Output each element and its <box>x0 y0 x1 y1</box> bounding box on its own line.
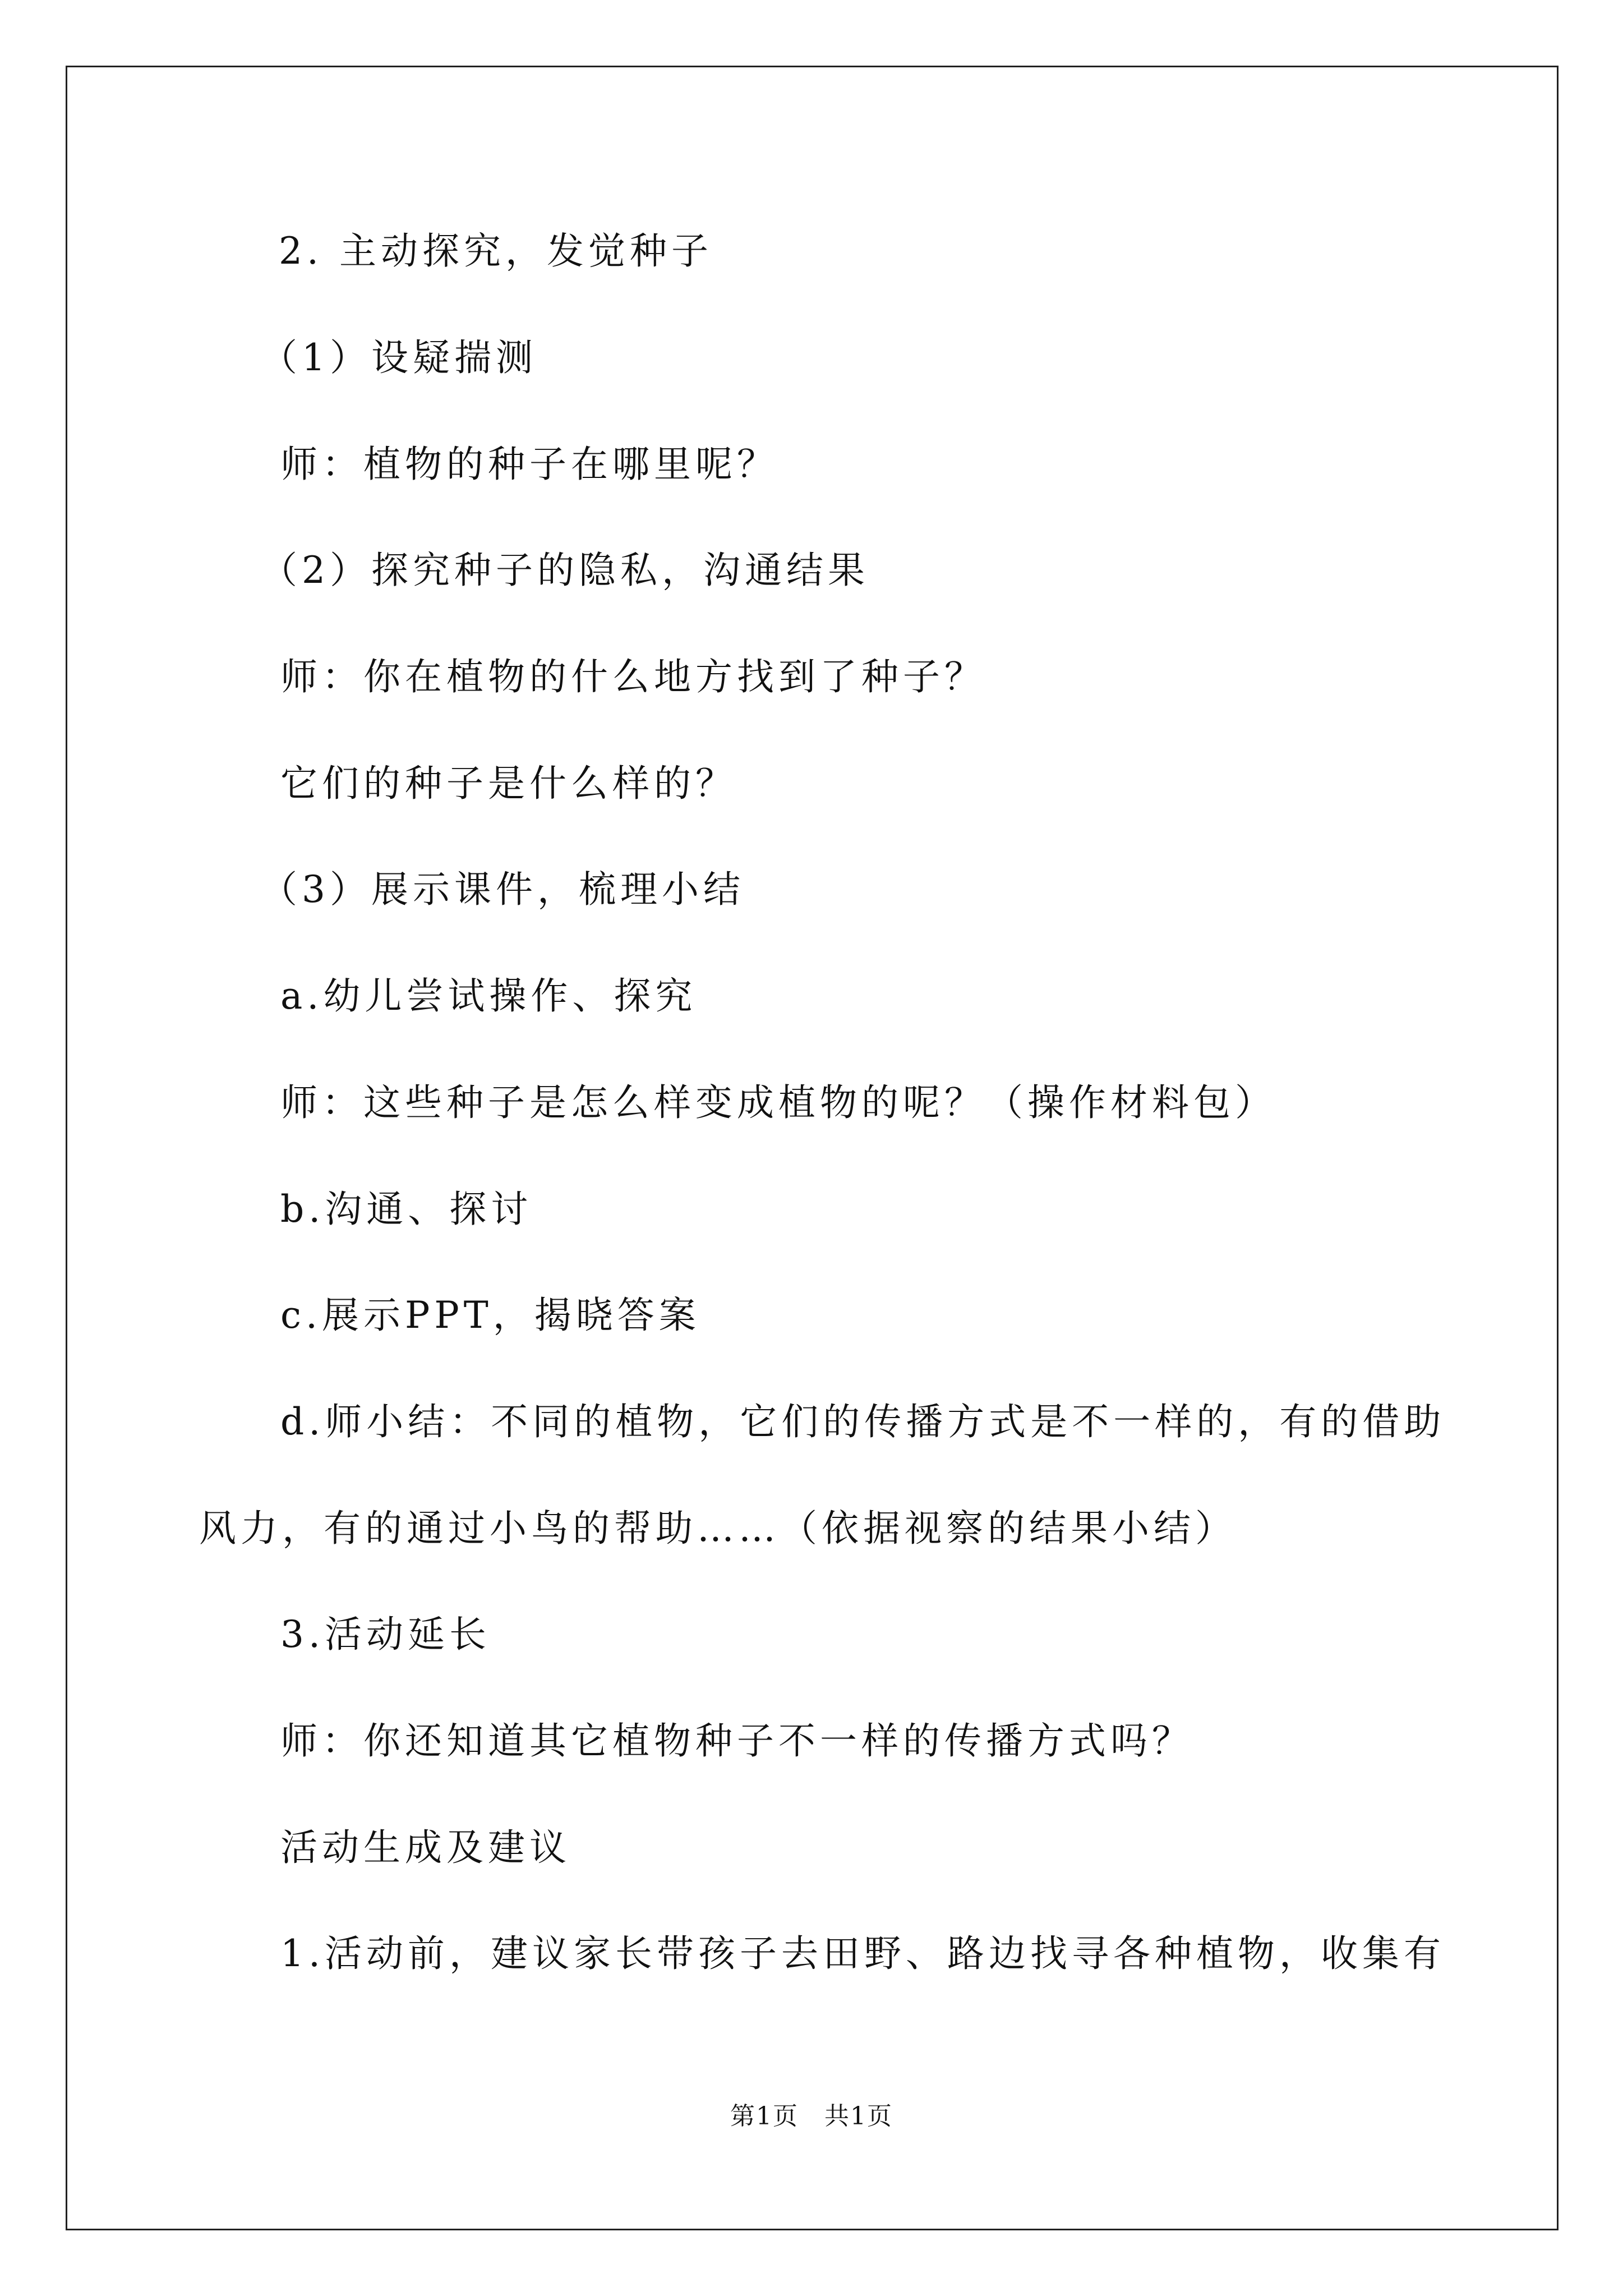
suggestion-item-1: 1.活动前，建议家长带孩子去田野、路边找寻各种植物，收集有 <box>280 1932 1445 1975</box>
teacher-question-line: 师：你还知道其它植物种子不一样的传播方式吗？ <box>280 1719 1193 1763</box>
page-border <box>66 66 1559 2230</box>
list-item-a: a.幼儿尝试操作、探究 <box>280 974 697 1018</box>
step-heading-courseware: （3）展示课件，梳理小结 <box>260 868 745 911</box>
teacher-question-line: 师：植物的种子在哪里呢？ <box>280 443 778 486</box>
list-item-d-continuation: 风力，有的通过小鸟的帮助……（依据视察的结果小结） <box>199 1507 1237 1550</box>
page-number-footer: 第1页 共1页 <box>730 2102 893 2131</box>
body-text-line: 它们的种子是什么样的？ <box>280 762 737 805</box>
section-heading-extension: 3.活动延长 <box>280 1613 491 1656</box>
step-heading-guess: （1）设疑揣测 <box>260 336 537 379</box>
section-heading-explore: 2. 主动探究，发觉种子 <box>279 229 713 273</box>
section-heading-suggestions: 活动生成及建议 <box>280 1826 571 1869</box>
teacher-question-line: 师：这些种子是怎么样变成植物的呢？（操作材料包） <box>280 1081 1276 1124</box>
teacher-question-line: 师：你在植物的什么地方找到了种子？ <box>280 655 986 698</box>
step-heading-investigate: （2）探究种子的隐私，沟通结果 <box>260 549 869 592</box>
list-item-d: d.师小结：不同的植物，它们的传播方式是不一样的，有的借助 <box>280 1400 1446 1443</box>
list-item-b: b.沟通、探讨 <box>280 1188 533 1231</box>
list-item-c: c.展示PPT，揭晓答案 <box>280 1294 700 1337</box>
